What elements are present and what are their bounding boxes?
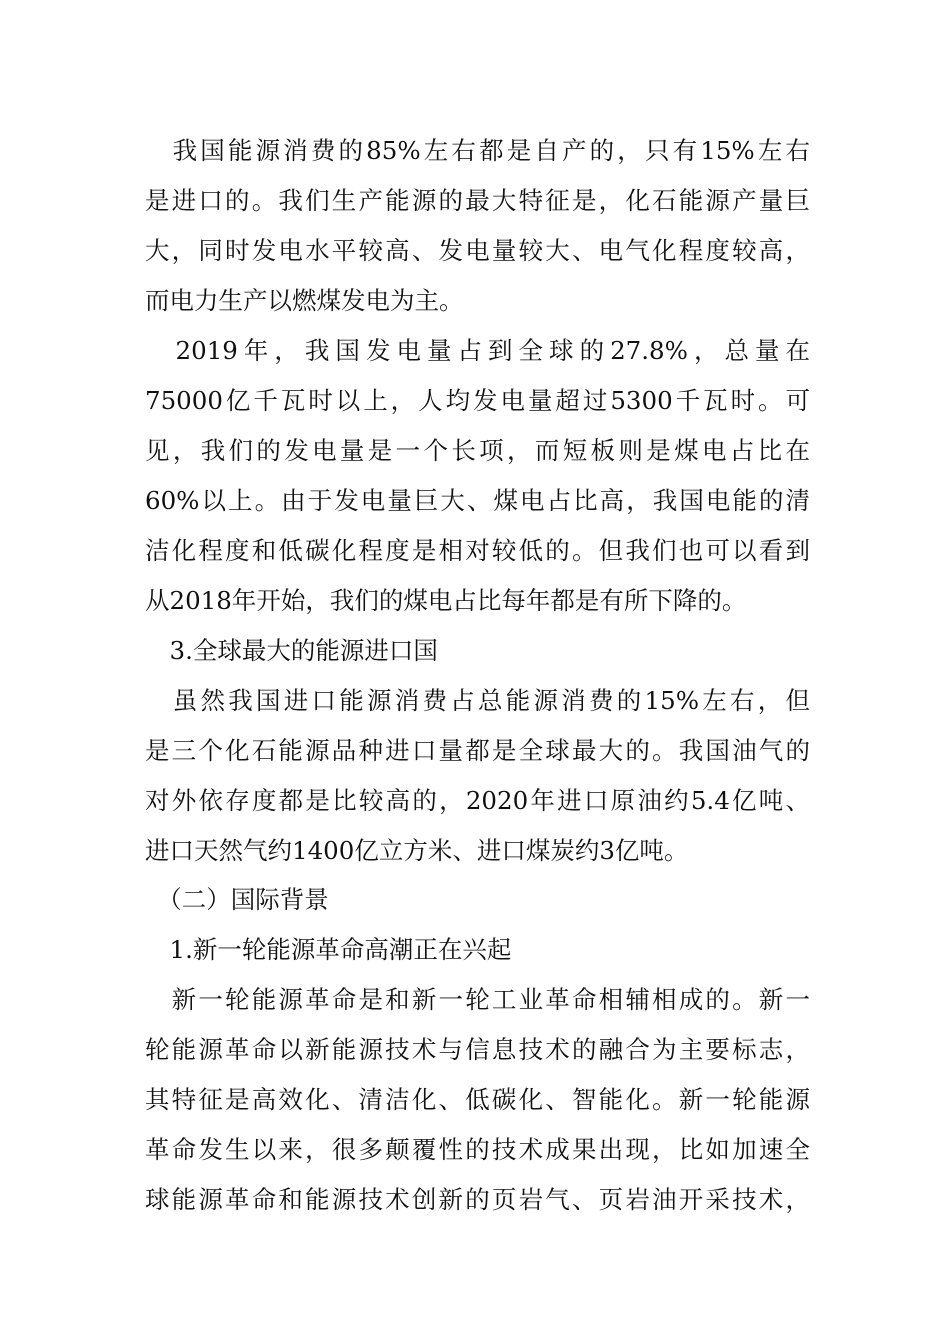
text-line: 是三个化石能源品种进口量都是全球最大的。我国油气的: [145, 736, 810, 765]
text-line: 新一轮能源革命是和新一轮工业革命相辅相成的。新一: [145, 985, 810, 1014]
text-line: 而电力生产以燃煤发电为主。: [145, 286, 464, 315]
text-line: 轮能源革命以新能源技术与信息技术的融合为主要标志，: [145, 1035, 810, 1064]
text-line: 大，同时发电水平较高、发电量较大、电气化程度较高，: [145, 236, 810, 265]
text-line: 60%以上。由于发电量巨大、煤电占比高，我国电能的清: [145, 486, 810, 515]
text-line: 是进口的。我们生产能源的最大特征是，化石能源产量巨: [145, 186, 810, 215]
section-heading: 3.全球最大的能源进口国: [145, 636, 438, 665]
text-line: 75000亿千瓦时以上，人均发电量超过5300千瓦时。可: [145, 386, 810, 415]
text-line: 见，我们的发电量是一个长项，而短板则是煤电占比在: [145, 436, 810, 465]
text-line: 进口天然气约1400亿立方米、进口煤炭约3亿吨。: [145, 836, 689, 865]
text-line: 2019年，我国发电量占到全球的27.8%，总量在: [145, 336, 810, 365]
section-heading: 1.新一轮能源革命高潮正在兴起: [145, 935, 512, 964]
text-line: 革命发生以来，很多颠覆性的技术成果出现，比如加速全: [145, 1135, 810, 1164]
text-line: 洁化程度和低碳化程度是相对较低的。但我们也可以看到: [145, 536, 810, 565]
section-heading: （二）国际背景: [145, 885, 329, 914]
text-line: 从2018年开始，我们的煤电占比每年都是有所下降的。: [145, 586, 747, 615]
text-line: 对外依存度都是比较高的，2020年进口原油约5.4亿吨、: [145, 786, 810, 815]
text-line: 虽然我国进口能源消费占总能源消费的15%左右，但: [145, 686, 810, 715]
text-line: 我国能源消费的85%左右都是自产的，只有15%左右: [145, 136, 810, 165]
text-line: 球能源革命和能源技术创新的页岩气、页岩油开采技术，: [145, 1185, 810, 1214]
text-line: 其特征是高效化、清洁化、低碳化、智能化。新一轮能源: [145, 1085, 810, 1114]
